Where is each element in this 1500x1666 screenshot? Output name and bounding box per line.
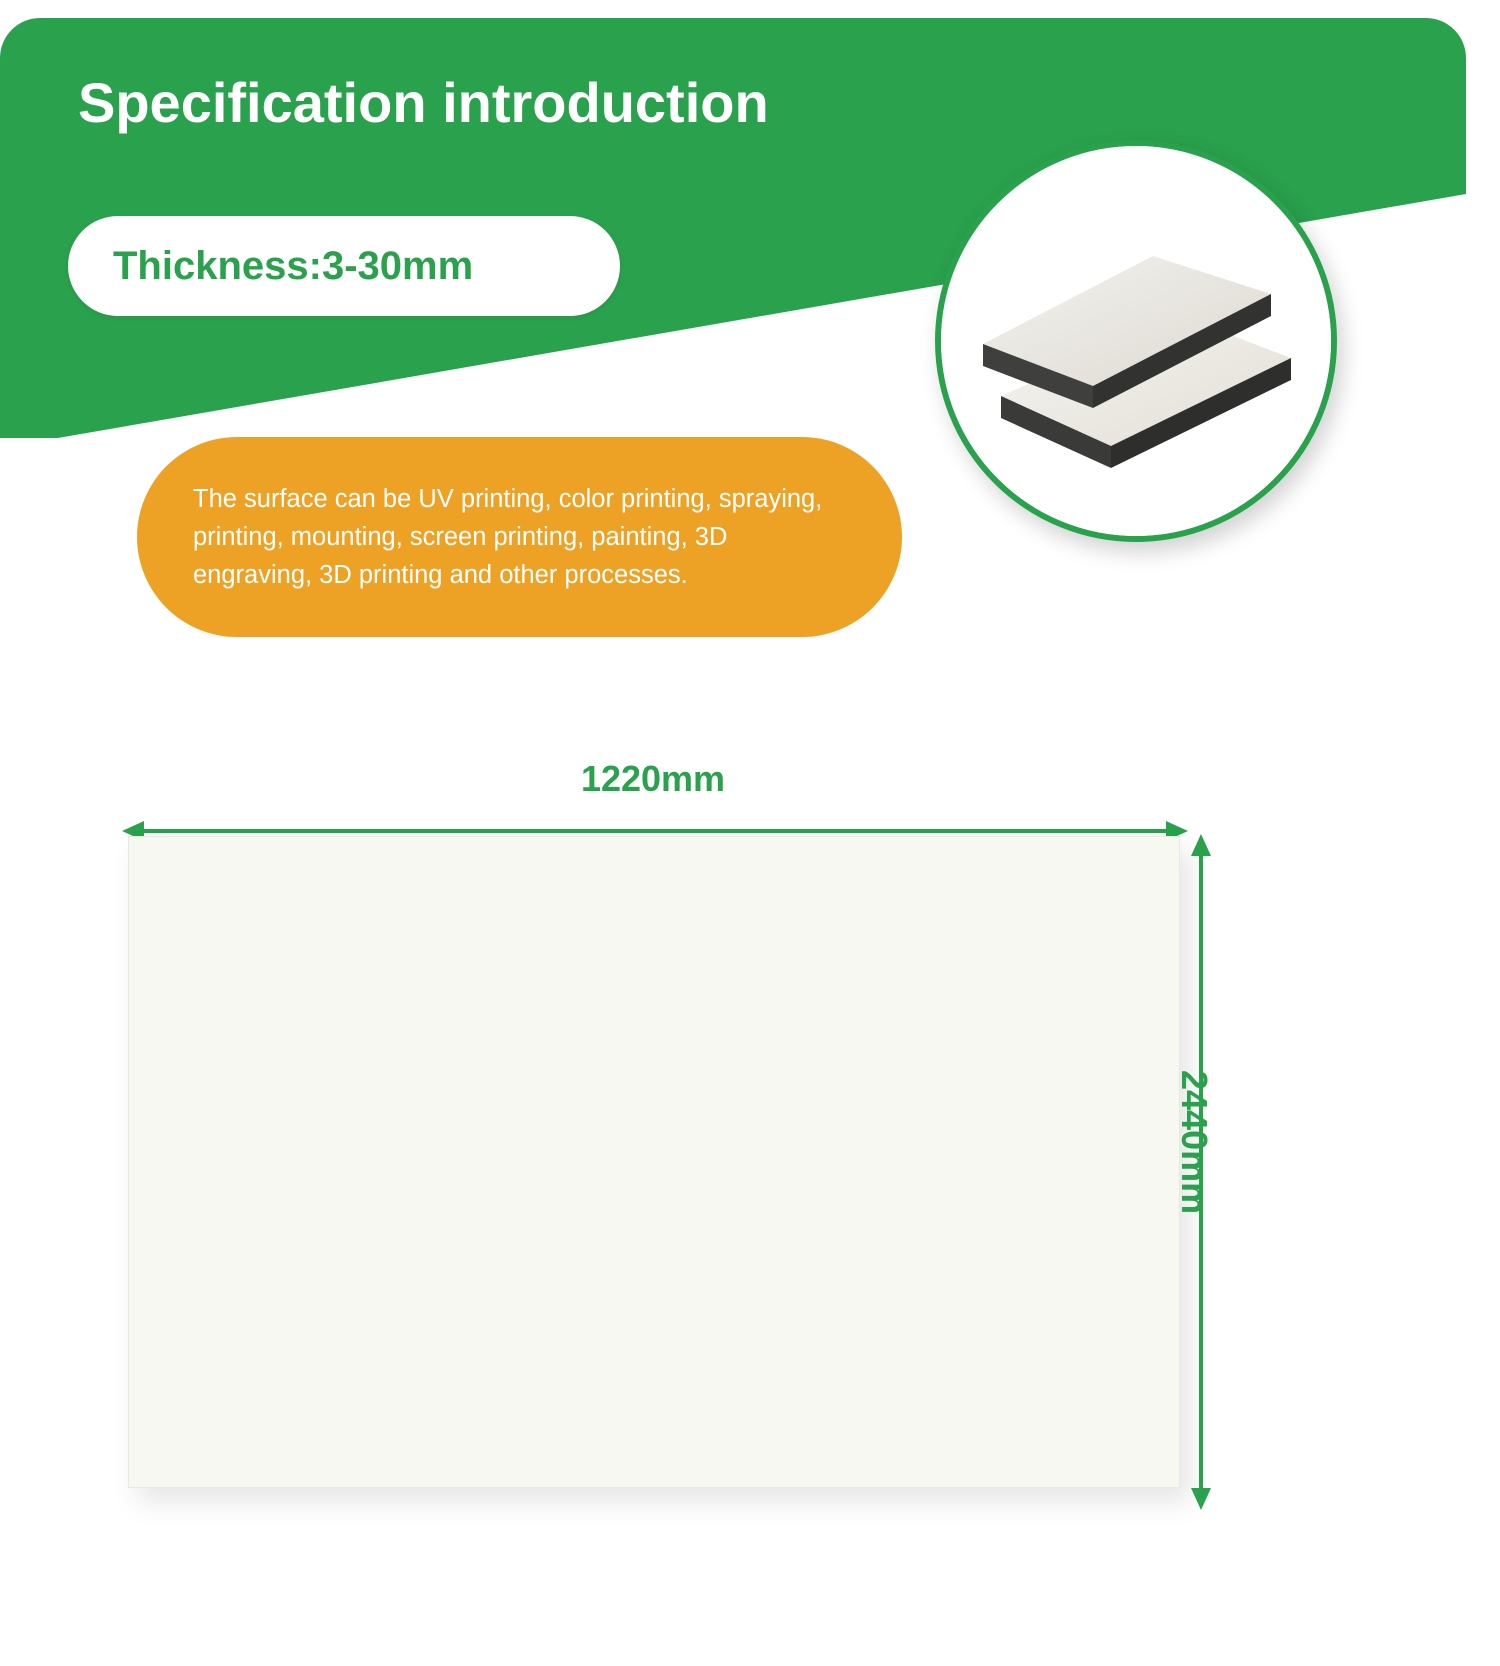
thickness-label: Thickness:3-30mm — [113, 243, 474, 288]
width-dimension-label: 1220mm — [580, 758, 726, 799]
page-title: Specification introduction — [78, 71, 769, 134]
product-photo-inner — [941, 146, 1331, 536]
thickness-badge — [68, 216, 620, 316]
panel-sheet-rectangle — [128, 836, 1180, 1488]
dimension-diagram — [0, 740, 1500, 1570]
surface-processes-text: The surface can be UV printing, color printing, spraying, printing, mounting, screen printing, painting, 3D engraving, 3D printing and other processes. — [193, 485, 823, 589]
height-dimension-label: 2440mm — [1174, 1070, 1215, 1215]
surface-processes-callout — [137, 437, 902, 637]
panel-stack-illustration — [941, 146, 1331, 536]
product-photo — [935, 140, 1337, 542]
